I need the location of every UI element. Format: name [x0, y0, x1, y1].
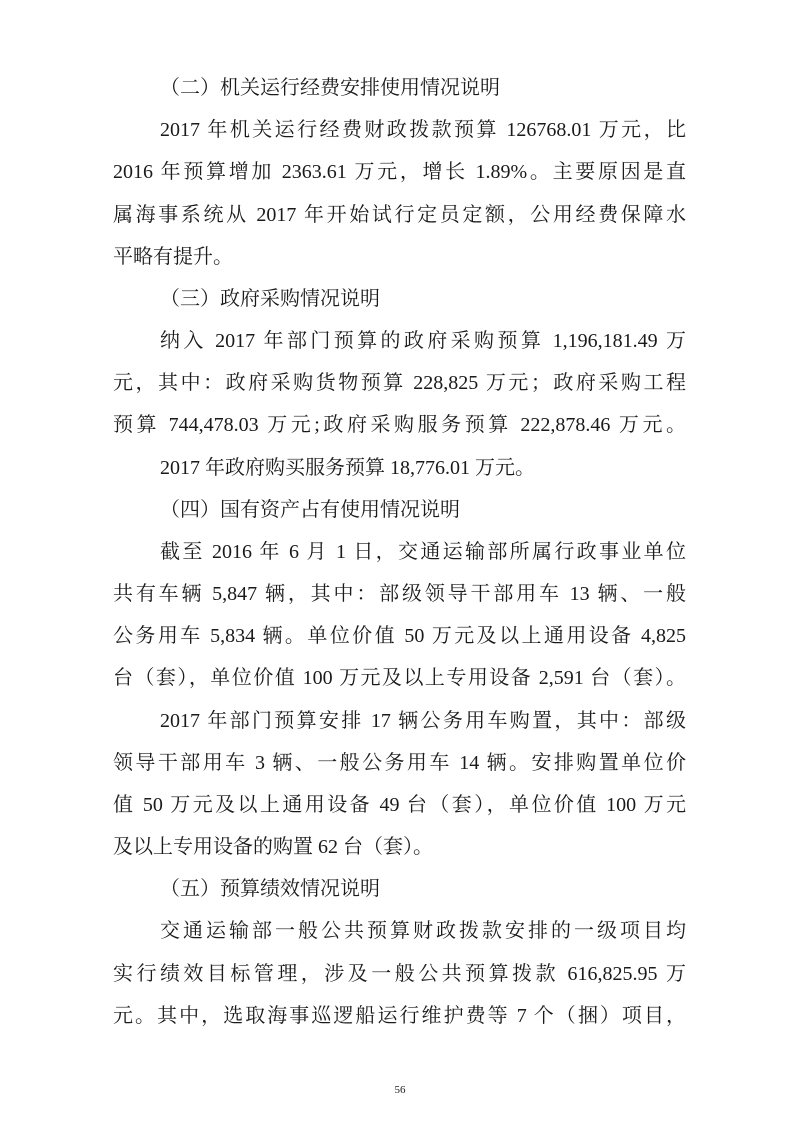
paragraph-line: 台（套），单位价值 100 万元及以上专用设备 2,591 台（套）。: [113, 667, 686, 690]
section-heading: （三）政府采购情况说明: [160, 287, 380, 310]
section-performance: [113, 868, 686, 1037]
paragraph: [113, 320, 686, 447]
section-heading: （二）机关运行经费安排使用情况说明: [160, 77, 500, 99]
section-heading: （四）国有资产占有使用情况说明: [160, 498, 460, 521]
paragraph: [113, 700, 686, 869]
paragraph-line: 元。其中，选取海事巡逻船运行维护费等 7 个（捆）项目，: [113, 1004, 686, 1027]
paragraph-line: 共有车辆 5,847 辆，其中：部级领导干部用车 13 辆、一般: [113, 583, 686, 606]
paragraph-line: 及以上专用设备的购置 62 台（套）。: [113, 836, 433, 859]
paragraph-line: 交通运输部一般公共预算财政拨款安排的一级项目均: [160, 920, 686, 943]
paragraph: [113, 109, 686, 278]
paragraph-line: 2017 年政府购买服务预算 18,776.01 万元。: [160, 456, 535, 479]
paragraph-line: 2017 年机关运行经费财政拨款预算 126768.01 万元，比: [160, 119, 686, 142]
paragraph: [113, 910, 686, 1037]
page-number: 56: [394, 1084, 406, 1096]
paragraph-line: 2016 年预算增加 2363.61 万元，增长 1.89%。主要原因是直: [113, 161, 686, 184]
paragraph-line: 2017 年部门预算安排 17 辆公务用车购置，其中：部级: [160, 709, 686, 732]
document-body: [113, 67, 686, 1037]
paragraph-line: 值 50 万元及以上通用设备 49 台（套），单位价值 100 万元: [113, 793, 686, 816]
section-budget-operating-expenses: [113, 67, 686, 278]
paragraph-line: 属海事系统从 2017 年开始试行定员定额，公用经费保障水: [113, 203, 686, 226]
paragraph-line: 实行绩效目标管理，涉及一般公共预算拨款 616,825.95 万: [113, 962, 686, 985]
paragraph-line: 领导干部用车 3 辆、一般公务用车 14 辆。安排购置单位价: [113, 751, 686, 774]
paragraph-line: 公务用车 5,834 辆。单位价值 50 万元及以上通用设备 4,825: [113, 625, 686, 648]
section-state-assets: [113, 489, 686, 869]
section-heading: （五）预算绩效情况说明: [160, 878, 380, 901]
paragraph-line: 预算 744,478.03 万元;政府采购服务预算 222,878.46 万元。: [113, 414, 686, 437]
paragraph-line: 截至 2016 年 6 月 1 日，交通运输部所属行政事业单位: [160, 540, 686, 563]
section-government-procurement: [113, 278, 686, 489]
paragraph: [113, 447, 686, 489]
paragraph-line: 平略有提升。: [113, 245, 233, 268]
paragraph: [113, 531, 686, 700]
paragraph-line: 元，其中：政府采购货物预算 228,825 万元；政府采购工程: [113, 372, 686, 395]
paragraph-line: 纳入 2017 年部门预算的政府采购预算 1,196,181.49 万: [160, 330, 686, 353]
